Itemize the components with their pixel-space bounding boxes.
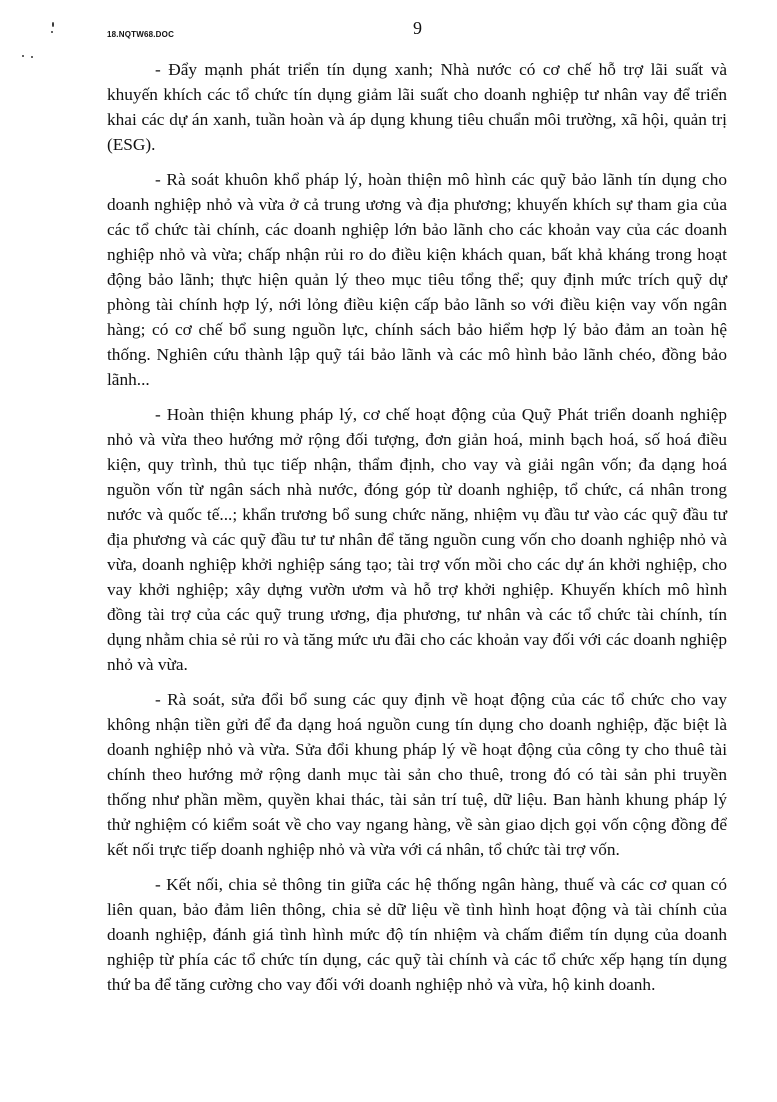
paragraph-green-credit: - Đẩy mạnh phát triển tín dụng xanh; Nhà nước có cơ chế hỗ trợ lãi suất và khuyến khích các tổ chức tín dụng giảm lãi suất cho doanh nghiệp tư nhân vay để triển khai các dự án xanh, tuần hoàn và áp dụng khung tiêu chuẩn môi trường, xã hội, quản trị (ESG). [107, 60, 727, 154]
paragraph-sme-development-fund: - Hoàn thiện khung pháp lý, cơ chế hoạt động của Quỹ Phát triển doanh nghiệp nhỏ và vừa theo hướng mở rộng đối tượng, đơn giản hoá, minh bạch hoá, số hoá điều kiện, quy trình, thủ tục tiếp nhận, thẩm định, cho vay và giải ngân vốn; đa dạng hoá nguồn vốn từ ngân sách nhà nước, đóng góp từ doanh nghiệp, tổ chức, cá nhân trong nước và quốc tế...; khẩn trương bổ sung chức năng, nhiệm vụ đầu tư vào các quỹ đầu tư địa phương và các quỹ đầu tư tư nhân để tăng nguồn cung vốn cho doanh nghiệp nhỏ và vừa, doanh nghiệp khởi nghiệp sáng tạo; tài trợ vốn mồi cho các dự án khởi nghiệp, cho vay khởi nghiệp; xây dựng vườn ươm và hỗ trợ khởi nghiệp. Khuyến khích mô hình đồng tài trợ của các quỹ trung ương, địa phương, tư nhân và các tổ chức tài chính, tín dụng nhằm chia sẻ rủi ro và tăng mức ưu đãi cho các khoản vay đối với các doanh nghiệp nhỏ và vừa. [107, 405, 727, 674]
paragraph-non-deposit-lenders: - Rà soát, sửa đổi bổ sung các quy định về hoạt động của các tổ chức cho vay không nhận tiền gửi để đa dạng hoá nguồn cung tín dụng cho doanh nghiệp, đặc biệt là doanh nghiệp nhỏ và vừa. Sửa đổi khung pháp lý về hoạt động của công ty cho thuê tài chính theo hướng mở rộng danh mục tài sản cho thuê, trong đó có tài sản phi truyền thống như phần mềm, quyền khai thác, tài sản trí tuệ, dữ liệu. Ban hành khung pháp lý thử nghiệm có kiểm soát về cho vay ngang hàng, về sàn giao dịch gọi vốn cộng đồng để kết nối trực tiếp doanh nghiệp nhỏ và vừa với cá nhân, tổ chức tài trợ vốn. [107, 690, 727, 859]
paragraph-credit-guarantee-funds: - Rà soát khuôn khổ pháp lý, hoàn thiện mô hình các quỹ bảo lãnh tín dụng cho doanh nghiệp nhỏ và vừa ở cả trung ương và địa phương; khuyến khích sự tham gia của các tổ chức tài chính, các doanh nghiệp lớn bảo lãnh cho các khoản vay của các doanh nghiệp nhỏ và vừa; chấp nhận rủi ro do điều kiện khách quan, bất khả kháng trong hoạt động bảo lãnh; thực hiện quản lý theo mục tiêu tổng thể; quy định mức trích quỹ dự phòng tài chính hợp lý, nới lỏng điều kiện cấp bảo lãnh so với điều kiện vay vốn ngân hàng; có cơ chế bổ sung nguồn lực, chính sách bảo hiểm hợp lý bảo đảm an toàn hệ thống. Nghiên cứu thành lập quỹ tái bảo lãnh và các mô hình bảo lãnh chéo, đồng bảo lãnh... [107, 170, 727, 389]
document-code: 18.NQTW68.DOC [107, 30, 175, 39]
scan-speck [31, 56, 33, 58]
document-body [107, 57, 727, 1007]
paragraph-information-sharing: - Kết nối, chia sẻ thông tin giữa các hệ thống ngân hàng, thuế và các cơ quan có liên quan, bảo đảm liên thông, chia sẻ dữ liệu về tình hình hoạt động và tài chính của doanh nghiệp, đánh giá tình hình mức độ tín nhiệm và chấm điểm tín dụng của doanh nghiệp từ phía các tổ chức tín dụng, các quỹ tài chính và các tổ chức xếp hạng tín dụng thứ ba để tăng cường cho vay đối với doanh nghiệp nhỏ và vừa, hộ kinh doanh. [107, 875, 727, 994]
page-number: 9 [413, 18, 422, 38]
scan-speck [22, 55, 24, 57]
